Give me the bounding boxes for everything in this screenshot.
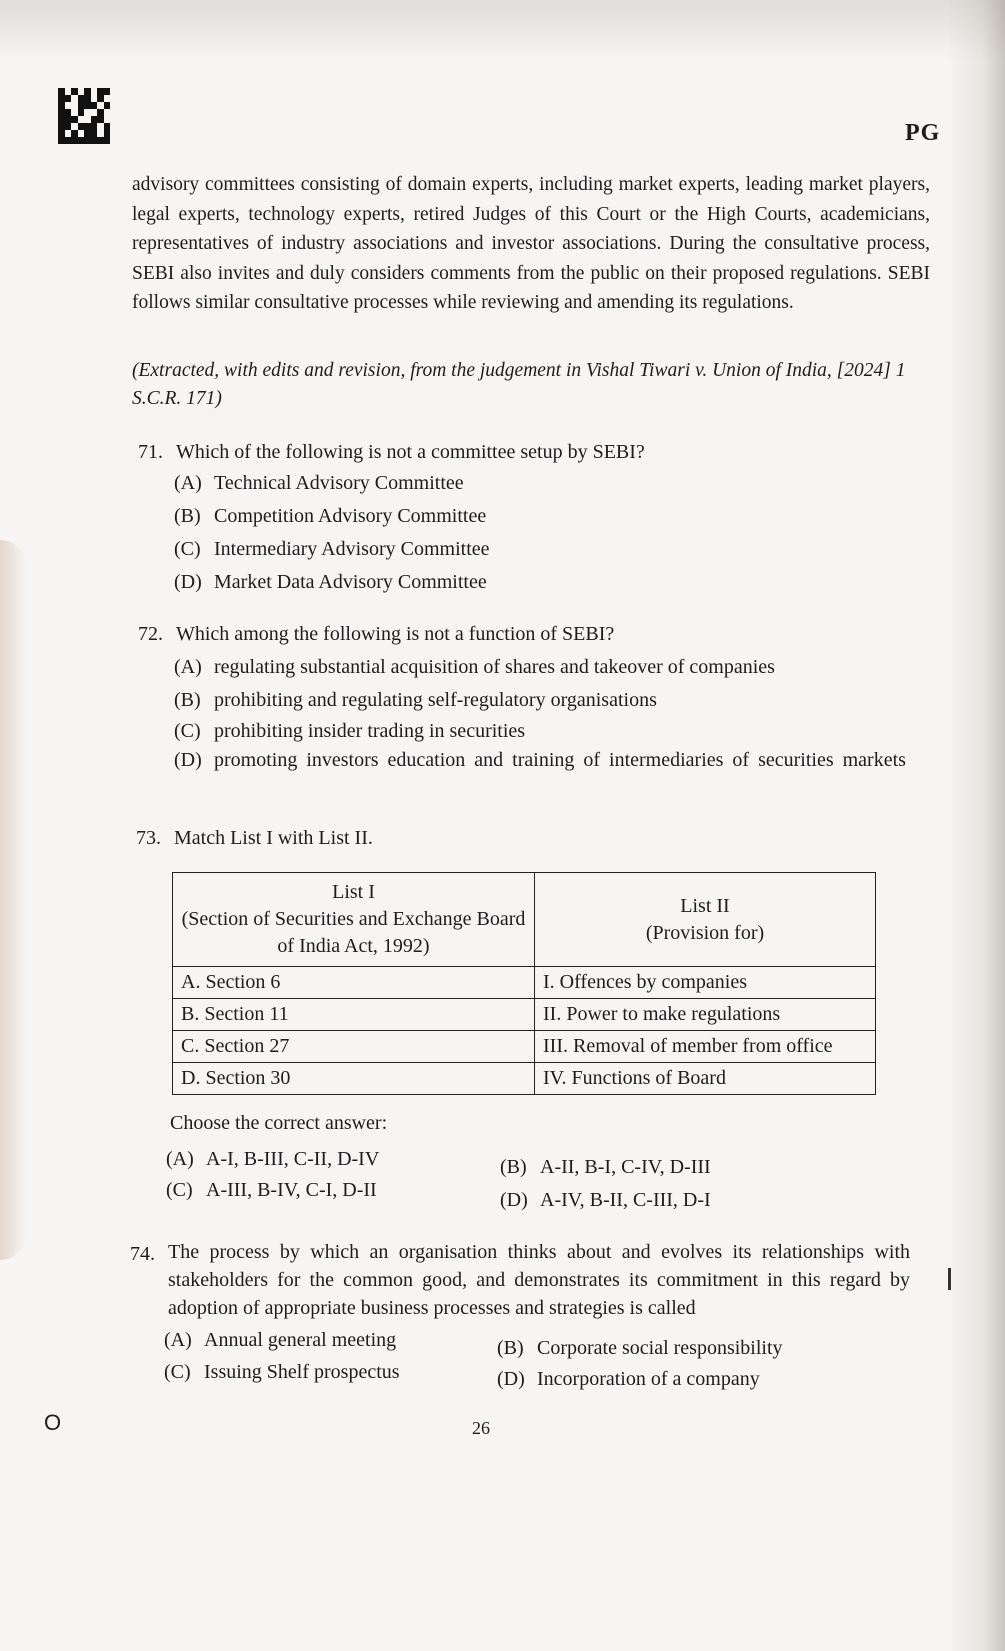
option-73-a[interactable]: [166, 1144, 379, 1174]
passage-citation: (Extracted, with edits and revision, from the judgement in Vishal Tiwari v. Union of India, [2024] 1 S.C.R. 171): [132, 360, 906, 409]
option-text: Competition Advisory Committee: [214, 505, 487, 527]
list1-title: List I: [332, 881, 375, 903]
option-label: (B): [500, 1156, 527, 1178]
list1-subtitle: (Section of Securities and Exchange Board of India Act, 1992): [181, 908, 526, 957]
list1-cell: D. Section 30: [173, 1063, 535, 1095]
option-71-b[interactable]: [174, 501, 486, 531]
option-text: Technical Advisory Committee: [214, 472, 464, 494]
list2-title: List II: [680, 894, 730, 917]
option-71-d[interactable]: [174, 567, 487, 597]
match-table: [172, 872, 876, 1095]
list1-header: [173, 873, 535, 967]
option-label: (A): [164, 1329, 192, 1351]
margin-circle-mark: O: [44, 1410, 62, 1435]
table-row: [173, 1063, 876, 1095]
list1-cell: B. Section 11: [173, 999, 535, 1031]
option-72-b[interactable]: [174, 685, 657, 715]
option-73-d[interactable]: [500, 1185, 711, 1215]
finger-shadow: [0, 540, 26, 1260]
option-text: regulating substantial acquisition of shares and takeover of companies: [214, 656, 775, 678]
top-shadow: [0, 0, 1005, 60]
question-text: The process by which an organisation thinks about and evolves its relationships with stakeholders for the common good, and demonstrates its commitment in this regard by adoption of appropriate business processes and strategies is called: [168, 1241, 910, 1319]
option-text: Intermediary Advisory Committee: [214, 538, 490, 560]
list2-cell: I. Offences by companies: [535, 967, 876, 999]
question-number: 71.: [138, 441, 163, 463]
choose-prompt: Choose the correct answer:: [170, 1112, 388, 1134]
table-row: [173, 1031, 876, 1063]
table-row: [173, 999, 876, 1031]
option-label: (A): [174, 656, 202, 678]
option-text: promoting investors education and training of intermediaries of securities markets: [214, 749, 906, 771]
option-72-d[interactable]: [174, 747, 919, 773]
option-text: prohibiting and regulating self-regulatory organisations: [214, 689, 657, 711]
option-74-c[interactable]: [164, 1357, 400, 1387]
option-74-b[interactable]: [497, 1333, 783, 1363]
list2-cell: IV. Functions of Board: [535, 1063, 876, 1095]
option-label: (D): [500, 1189, 528, 1211]
option-label: (C): [164, 1361, 191, 1383]
option-71-a[interactable]: [174, 468, 464, 498]
question-text: Which of the following is not a committee setup by SEBI?: [176, 441, 645, 463]
option-text: Annual general meeting: [204, 1329, 397, 1351]
option-73-c[interactable]: [166, 1175, 377, 1205]
option-label: (C): [174, 720, 201, 742]
option-73-b[interactable]: [500, 1152, 711, 1182]
passage-text: advisory committees consisting of domain experts, including market experts, leading market players, legal experts, technology experts, retired Judges of this Court or the High Courts, academicians, representatives of industry associations and investor associations. During the consultative process, SEBI also invites and duly considers comments from the public on their proposed regulations. SEBI follows similar consultative processes while reviewing and amending its regulations.: [132, 174, 930, 313]
option-label: (D): [497, 1368, 525, 1390]
paper-code: PG: [905, 120, 941, 146]
option-text: A-I, B-III, C-II, D-IV: [206, 1148, 380, 1170]
list1-cell: A. Section 6: [173, 967, 535, 999]
option-label: (D): [174, 749, 202, 771]
option-label: (A): [166, 1148, 194, 1170]
list1-cell: C. Section 27: [173, 1031, 535, 1063]
option-text: A-IV, B-II, C-III, D-I: [540, 1189, 711, 1211]
table-header-row: [173, 873, 876, 967]
list2-subtitle: (Provision for): [645, 921, 765, 944]
option-label: (B): [497, 1337, 524, 1359]
option-text: Corporate social responsibility: [537, 1337, 783, 1359]
option-label: (A): [174, 472, 202, 494]
question-number: 72.: [138, 623, 163, 645]
option-text: A-III, B-IV, C-I, D-II: [206, 1179, 377, 1201]
table-row: [173, 967, 876, 999]
list2-cell: III. Removal of member from office: [535, 1031, 876, 1063]
option-74-d[interactable]: [497, 1364, 760, 1394]
option-72-c[interactable]: [174, 716, 525, 746]
question-text: Which among the following is not a function of SEBI?: [176, 623, 615, 645]
option-text: Market Data Advisory Committee: [214, 571, 487, 593]
list2-cell: II. Power to make regulations: [535, 999, 876, 1031]
option-label: (C): [174, 538, 201, 560]
list2-header: [535, 873, 876, 967]
option-72-a[interactable]: [174, 652, 775, 682]
datamatrix-code-icon: [58, 88, 110, 144]
page-number: 26: [472, 1418, 490, 1438]
option-text: Incorporation of a company: [537, 1368, 760, 1390]
margin-tick-mark: [948, 1268, 951, 1290]
option-text: Issuing Shelf prospectus: [204, 1361, 400, 1383]
option-text: A-II, B-I, C-IV, D-III: [540, 1156, 711, 1178]
option-label: (D): [174, 571, 202, 593]
question-number: 73.: [136, 827, 161, 849]
question-text: Match List I with List II.: [174, 827, 373, 849]
option-label: (B): [174, 505, 201, 527]
option-label: (B): [174, 689, 201, 711]
option-74-a[interactable]: [164, 1325, 396, 1355]
page-fold-shadow: [948, 0, 1005, 1651]
option-text: prohibiting insider trading in securities: [214, 720, 526, 742]
option-71-c[interactable]: [174, 534, 490, 564]
option-label: (C): [166, 1179, 193, 1201]
question-number: 74.: [130, 1243, 155, 1265]
